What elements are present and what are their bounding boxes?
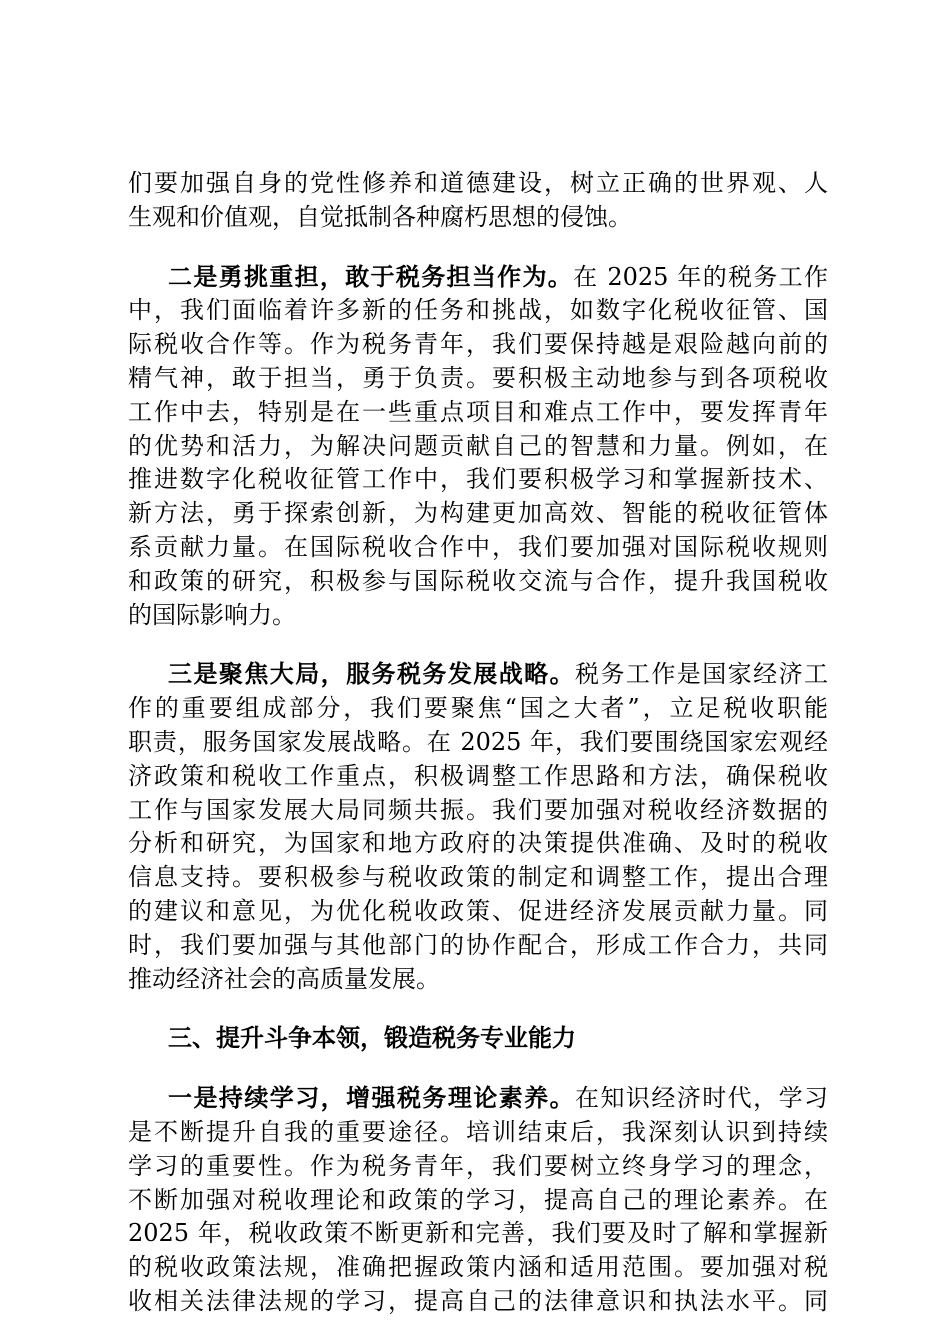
text-line: 收相关法律法规的学习，提高自己的法律意识和执法水平。同	[128, 1286, 828, 1315]
text-line: 际税收合作等。作为税务青年，我们要保持越是艰险越向前的	[128, 330, 828, 359]
text-line: 推进数字化税收征管工作中，我们要积极学习和掌握新技术、	[128, 465, 828, 494]
text-line: 和政策的研究，积极参与国际税收交流与合作，提升我国税收	[128, 566, 828, 595]
paragraph-text: 在知识经济时代，学习	[575, 1084, 829, 1113]
text-line-first	[128, 658, 828, 692]
text-line: 新方法，勇于探索创新，为构建更加高效、智能的税收征管体	[128, 499, 828, 528]
text-line: 系贡献力量。在国际税收合作中，我们要加强对国际税收规则	[128, 532, 828, 561]
text-line: 生观和价值观，自觉抵制各种腐朽思想的侵蚀。	[128, 202, 632, 231]
text-line: 不断加强对税收理论和政策的学习，提高自己的理论素养。在	[128, 1185, 828, 1214]
text-line: 职责，服务国家发展战略。在 2025 年，我们要围绕国家宏观经	[128, 727, 828, 756]
text-line: 分析和研究，为国家和地方政府的决策提供准确、及时的税收	[128, 829, 828, 858]
text-line: 信息支持。要积极参与税收政策的制定和调整工作，提出合理	[128, 863, 828, 892]
text-line: 们要加强自身的党性修养和道德建设，树立正确的世界观、人	[128, 169, 828, 197]
text-line: 时，我们要加强与其他部门的协作配合，形成工作合力，共同	[128, 930, 828, 959]
paragraph-text: 税务工作是国家经济工	[575, 660, 829, 689]
paragraph-take-on-burdens	[128, 261, 828, 633]
paragraph-focus-overall	[128, 658, 828, 996]
text-line: 是不断提升自我的重要途径。培训结束后，我深刻认识到持续	[128, 1117, 828, 1146]
paragraph-text: 在 2025 年的税务工作	[573, 262, 828, 291]
text-line: 的税收政策法规，准确把握政策内涵和适用范围。要加强对税	[128, 1253, 828, 1282]
text-line: 精气神，敢于担当，勇于负责。要积极主动地参与到各项税收	[128, 363, 828, 392]
text-line: 的国际影响力。	[128, 600, 296, 629]
text-line: 工作与国家发展大局同频共振。我们要加强对税收经济数据的	[128, 795, 828, 824]
text-line: 作的重要组成部分，我们要聚焦“国之大者”，立足税收职能	[128, 694, 828, 723]
paragraph-lead: 一是持续学习，增强税务理论素养。	[168, 1084, 576, 1113]
text-line: 的建议和意见，为优化税收政策、促进经济发展贡献力量。同	[128, 896, 828, 925]
text-line-first	[128, 261, 828, 295]
text-line: 推动经济社会的高质量发展。	[128, 964, 440, 993]
text-line: 中，我们面临着许多新的任务和挑战，如数字化税收征管、国	[128, 296, 828, 325]
text-line: 2025 年，税收政策不断更新和完善，我们要及时了解和掌握新	[128, 1219, 828, 1248]
text-line: 的优势和活力，为解决问题贡献自己的智慧和力量。例如，在	[128, 431, 828, 460]
paragraph-lead: 二是勇挑重担，敢于税务担当作为。	[168, 262, 574, 291]
text-line: 学习的重要性。作为税务青年，我们要树立终身学习的理念，	[128, 1151, 828, 1180]
paragraph-continuation	[128, 167, 828, 235]
section-heading: 三、提升斗争本领，锻造税务专业能力	[168, 1024, 576, 1053]
text-line-first	[128, 1082, 828, 1116]
text-line: 济政策和税收工作重点，积极调整工作思路和方法，确保税收	[128, 761, 828, 790]
paragraph-continuous-learning	[128, 1082, 828, 1319]
text-line: 工作中去，特别是在一些重点项目和难点工作中，要发挥青年	[128, 397, 828, 426]
paragraph-lead: 三是聚焦大局，服务税务发展战略。	[168, 660, 576, 689]
document-body	[128, 167, 828, 1319]
